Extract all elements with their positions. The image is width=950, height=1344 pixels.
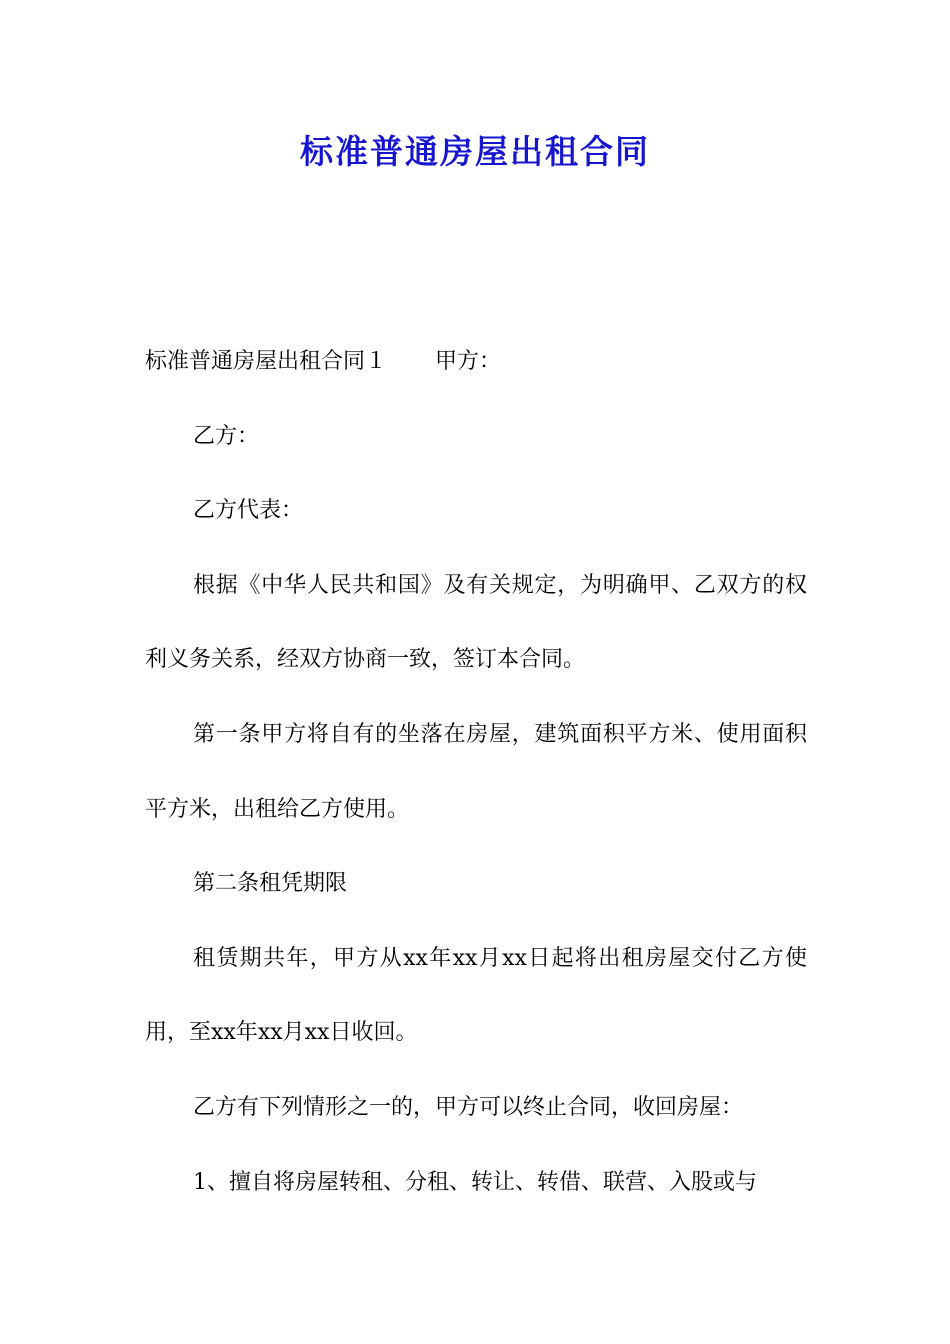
heading-line (145, 325, 807, 400)
party-b-label: 乙方： (193, 423, 260, 449)
condition-item-1: 1、擅自将房屋转租、分租、转让、转借、联营、入股或与 (193, 1169, 757, 1195)
article-2-heading: 第二条租凭期限 (193, 871, 348, 897)
contract-subtitle: 标准普通房屋出租合同１ (145, 349, 388, 374)
termination-conditions-paragraph: 乙方有下列情形之一的，甲方可以终止合同，收回房屋： (193, 1094, 744, 1120)
party-b-representative-label: 乙方代表： (193, 498, 304, 524)
preamble-paragraph: 根据《中华人民共和国》及有关规定，为明确甲、乙双方的权利义务关系，经双方协商一致，签订本合同。 (145, 572, 807, 673)
article-1-paragraph: 第一条甲方将自有的坐落在房屋，建筑面积平方米、使用面积平方米，出租给乙方使用。 (145, 721, 807, 822)
lease-term-paragraph: 租赁期共年，甲方从xx年xx月xx日起将出租房屋交付乙方使用，至xx年xx月xx日收回。 (145, 945, 807, 1046)
party-a-label: 甲方： (435, 349, 502, 374)
document-title: 标准普通房屋出租合同 (300, 132, 650, 171)
document-body (145, 325, 807, 1220)
